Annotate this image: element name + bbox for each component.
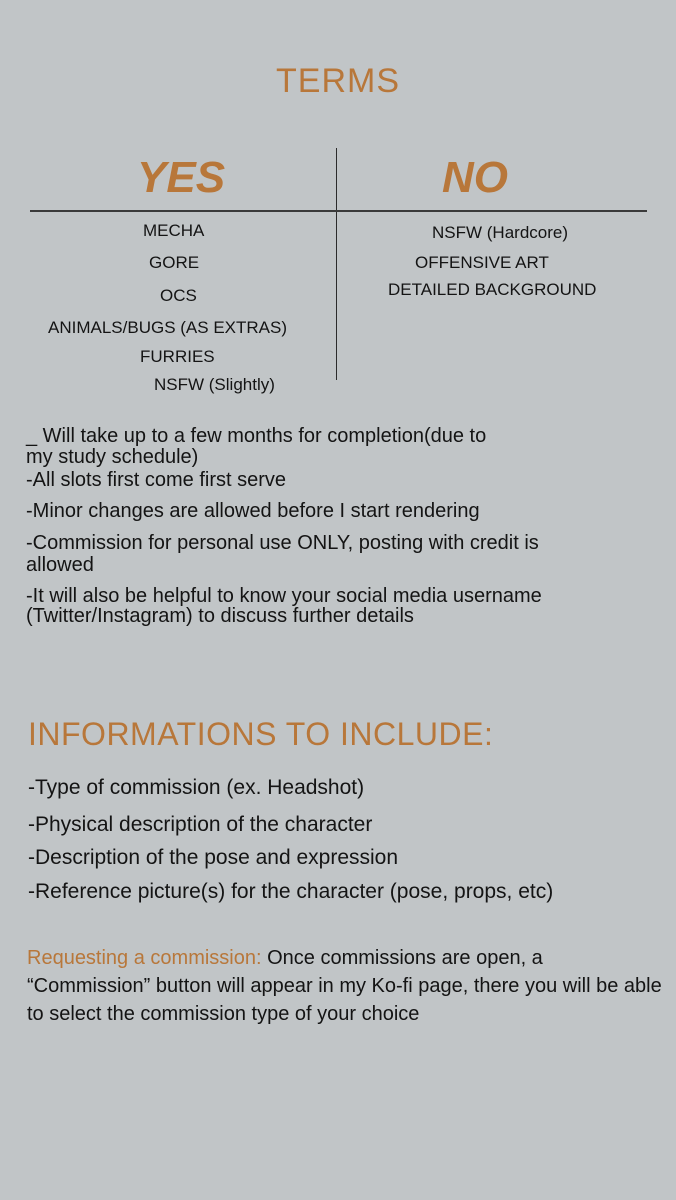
no-heading: NO bbox=[442, 153, 508, 202]
yes-item: GORE bbox=[149, 253, 200, 272]
info-title: INFORMATIONS TO INCLUDE: bbox=[28, 716, 494, 752]
info-item: -Physical description of the character bbox=[28, 813, 373, 836]
term-line: allowed bbox=[26, 554, 94, 576]
term-line: -All slots first come first serve bbox=[26, 469, 287, 491]
yes-item: NSFW (Slightly) bbox=[154, 375, 275, 394]
no-item: OFFENSIVE ART bbox=[415, 253, 549, 272]
column-divider bbox=[336, 148, 337, 380]
term-line: -Commission for personal use ONLY, posting with credit is bbox=[26, 532, 539, 554]
request-paragraph bbox=[27, 944, 667, 1028]
info-item: -Reference picture(s) for the character (pose, props, etc) bbox=[28, 880, 554, 903]
term-line: my study schedule) bbox=[26, 446, 199, 468]
info-item: -Type of commission (ex. Headshot) bbox=[28, 776, 365, 799]
request-text: Once commissions are open, a “Commission” button will appear in my Ko-fi page, there you will be able to select the commission type of your choice bbox=[27, 947, 662, 1025]
terms-title: TERMS bbox=[276, 62, 400, 100]
term-line: (Twitter/Instagram) to discuss further details bbox=[26, 605, 414, 627]
no-item: DETAILED BACKGROUND bbox=[388, 280, 597, 299]
info-item: -Description of the pose and expression bbox=[28, 846, 399, 869]
header-divider bbox=[30, 210, 647, 212]
yes-item: FURRIES bbox=[140, 347, 215, 366]
term-line: _ Will take up to a few months for completion(due to bbox=[26, 425, 487, 447]
request-label: Requesting a commission: bbox=[27, 947, 262, 969]
term-line: -Minor changes are allowed before I start rendering bbox=[26, 500, 480, 522]
term-line: -It will also be helpful to know your social media username bbox=[26, 585, 542, 607]
yes-item: OCS bbox=[160, 286, 197, 305]
yes-item: MECHA bbox=[143, 221, 205, 240]
no-item: NSFW (Hardcore) bbox=[432, 223, 569, 242]
yes-item: ANIMALS/BUGS (AS EXTRAS) bbox=[48, 318, 287, 337]
yes-heading: YES bbox=[137, 153, 226, 202]
